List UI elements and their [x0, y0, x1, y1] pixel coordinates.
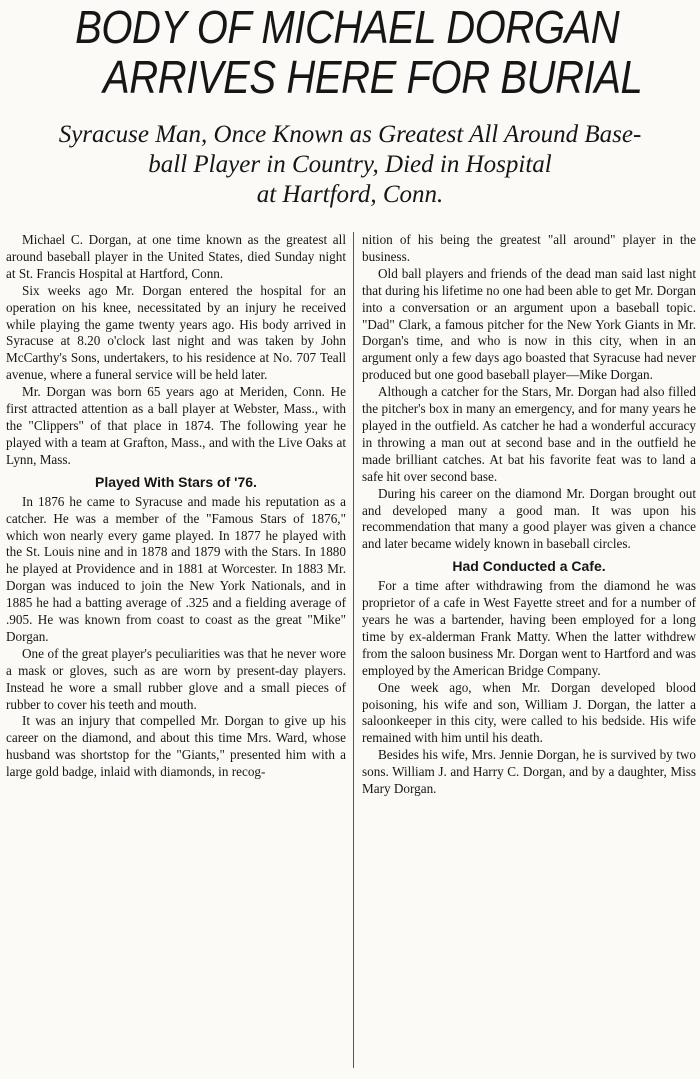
paragraph: Although a catcher for the Stars, Mr. Dorgan had also filled the pitcher's box in many an emergency, and for many years he played in the outfield. As catcher he had a wonderful accuracy in throwing a man out at second base and in the outfield he made brilliant catches. At bat his favorite feat was to land a safe hit over second base.: [362, 384, 696, 484]
section-subhead: Had Conducted a Cafe.: [452, 558, 606, 575]
article-column-left: [6, 232, 350, 1072]
paragraph: Besides his wife, Mrs. Jennie Dorgan, he is survived by two sons. William J. and Harry C. Dorgan, and by a daughter, Miss Mary Dorgan.: [362, 747, 696, 797]
paragraph: One of the great player's peculiarities was that he never wore a mask or gloves, such as are worn by present-day players. Instead he wore a small rubber glove and a small pieces of rubber to cover his teeth and mouth.: [6, 645, 346, 712]
paragraph: For a time after withdrawing from the diamond he was proprietor of a cafe in West Fayette street and for a number of years he was a bartender, having been employed for a long time by ex-alderman Frank Matty. When the latter withdrew from the saloon business Mr. Dorgan went to Hartford and was employed by the American Bridge Company.: [362, 578, 696, 678]
headline-line-1: BODY OF MICHAEL DORGAN: [75, 1, 620, 53]
subheadline-deck: [0, 120, 700, 210]
deck-line-3: at Hartford, Conn.: [256, 181, 444, 208]
paragraph: Six weeks ago Mr. Dorgan entered the hospital for an operation on his knee, necessitated by an injury he received while playing the game twenty years ago. His body arrived in Syracuse at 8.20 o'clock last night and was taken by John McCarthy's Sons, undertakers, to his residence at No. 707 Teall avenue, where a funeral service will be held later.: [6, 282, 346, 383]
headline: [46, 2, 655, 102]
article-column-right: [358, 232, 696, 1072]
paragraph: Michael C. Dorgan, at one time known as the greatest all around baseball player in the United States, died Sunday night at St. Francis Hospital at Hartford, Conn.: [6, 232, 346, 281]
paragraph: Mr. Dorgan was born 65 years ago at Meriden, Conn. He first attracted attention as a ball player at Webster, Mass., with the "Clippers" of that place in 1874. The following year he played with a team at Grafton, Mass., and with the Live Oaks at Lynn, Mass.: [6, 384, 346, 467]
deck-line-1: Syracuse Man, Once Known as Greatest All Around Base-: [58, 121, 642, 148]
paragraph: It was an injury that compelled Mr. Dorgan to give up his career on the diamond, and about this time Mrs. Ward, whose husband was shortstop for the "Giants," presented him with a large gold badge, inlaid with diamonds, in recog-: [6, 713, 346, 780]
paragraph: Old ball players and friends of the dead man said last night that during his lifetime no one had been able to get Mr. Dorgan into a conversation or an argument upon a baseball topic. "Dad" Clark, a famous pitcher for the New York Giants in Mr. Dorgan's time, and who is now in this city, when in an argument only a few days ago boasted that Syracuse had never produced but one good baseball player—Mike Dorgan.: [362, 265, 696, 383]
paragraph-continuation: nition of his being the greatest "all around" player in the business.: [362, 232, 696, 264]
section-subhead: Played With Stars of '76.: [95, 473, 257, 490]
paragraph: During his career on the diamond Mr. Dorgan brought out and developed many a good man. It was upon his recommendation that many a good player was given a chance and later became widely known in baseball circles.: [362, 485, 696, 552]
headline-line-2: ARRIVES HERE FOR BURIAL: [103, 51, 643, 103]
paragraph: One week ago, when Mr. Dorgan developed blood poisoning, his wife and son, William J. Dorgan, the latter a saloonkeeper in this city, were called to his bedside. His wife remained with him until his death.: [362, 679, 696, 746]
paragraph: In 1876 he came to Syracuse and made his reputation as a catcher. He was a member of the "Famous Stars of 1876," which won nearly every game played. In 1877 he played with the St. Louis nine and in 1878 and 1879 with the Stars. In 1880 he played at Providence and in 1881 at Worcester. In 1883 Mr. Dorgan was induced to join the New York Nationals, and in 1885 he had a batting average of .325 and a fielding average of .905. He was known from coast to coast as the great "Mike" Dorgan.: [6, 493, 346, 644]
column-divider: [353, 232, 354, 1068]
deck-line-2: ball Player in Country, Died in Hospital: [148, 151, 552, 178]
